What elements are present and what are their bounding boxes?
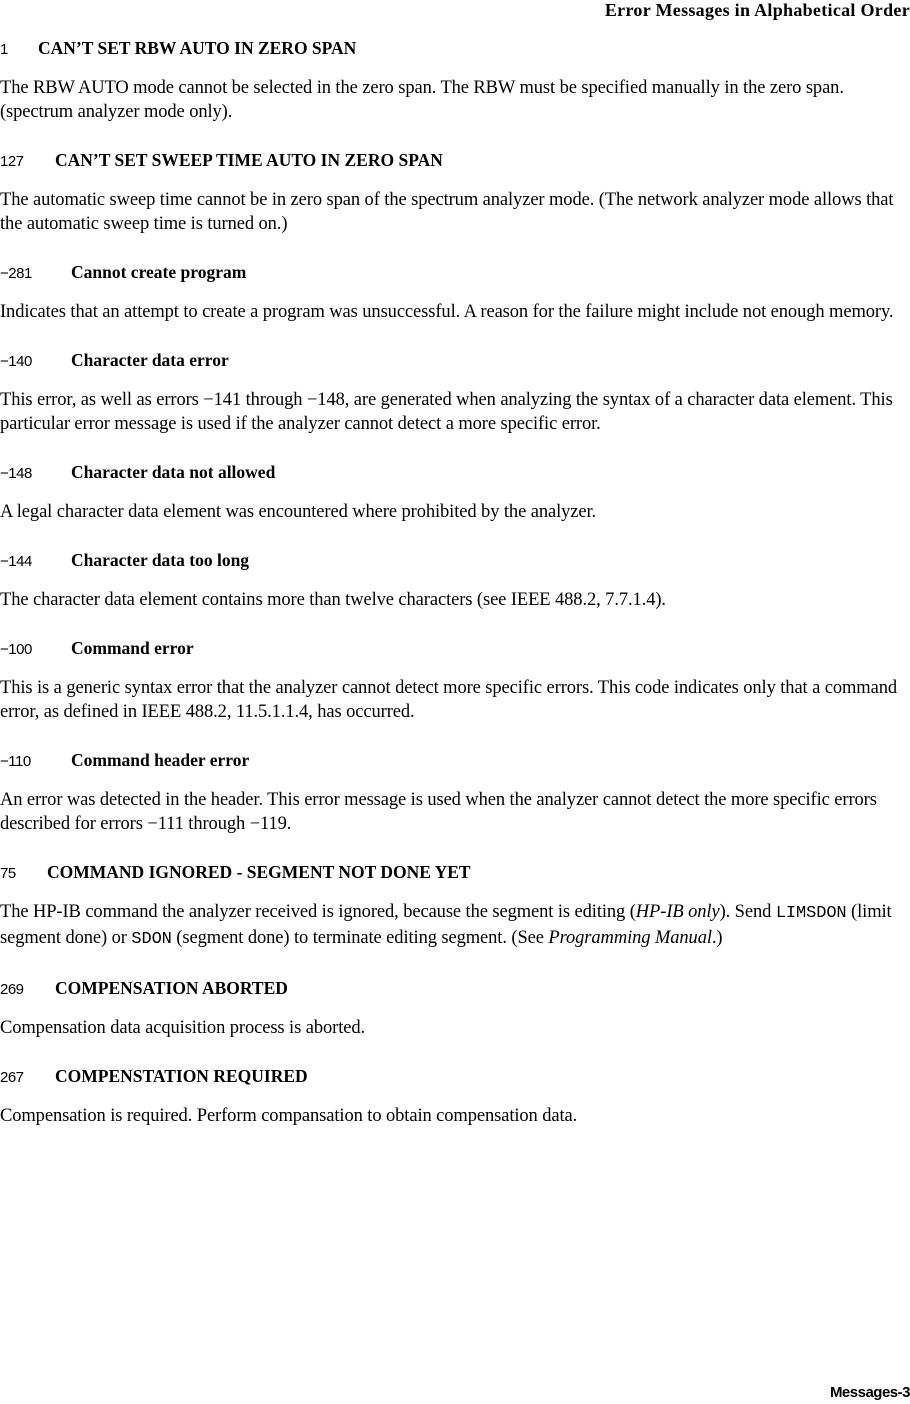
error-code: 269 — [0, 981, 24, 998]
error-title: COMPENSTATION REQUIRED — [55, 1066, 308, 1086]
page-header-title: Error Messages in Alphabetical Order — [604, 0, 910, 20]
entry-heading — [0, 36, 905, 60]
error-description: An error was detected in the header. This error message is used when the analyzer cannot detect the more specific errors described for errors −111 through −119. — [0, 790, 877, 834]
description-text: The HP-IB command the analyzer received is ignored, because the segment is editing ( — [0, 902, 636, 922]
error-code: 267 — [0, 1069, 24, 1086]
command-keyword: LIMSDON — [775, 904, 847, 923]
description-text: ). Send — [719, 902, 776, 922]
error-entry — [0, 1064, 905, 1128]
entry-heading — [0, 548, 905, 572]
error-description — [0, 900, 905, 952]
command-keyword: SDON — [131, 930, 172, 949]
error-title: Command error — [71, 638, 194, 658]
manual-reference: Programming Manual — [548, 928, 712, 948]
error-entry — [0, 36, 905, 124]
error-entry — [0, 976, 905, 1040]
description-text: .) — [711, 928, 723, 948]
error-title: Cannot create program — [71, 262, 247, 282]
error-code: −144 — [0, 553, 32, 570]
error-description: Indicates that an attempt to create a program was unsuccessful. A reason for the failure might include not enough memory. — [0, 302, 894, 322]
error-entry — [0, 148, 905, 236]
error-title: COMPENSATION ABORTED — [55, 978, 288, 998]
entry-heading — [0, 860, 905, 884]
error-description: Compensation is required. Perform compansation to obtain compensation data. — [0, 1106, 578, 1126]
error-entry — [0, 860, 905, 952]
error-code: 1 — [0, 41, 8, 58]
error-title: Command header error — [71, 750, 250, 770]
entry-heading — [0, 976, 905, 1000]
page-number-label: Messages-3 — [829, 1384, 910, 1401]
entry-heading — [0, 148, 905, 172]
description-text: (segment done) to terminate editing segment. (See — [171, 928, 549, 948]
error-entry — [0, 636, 905, 724]
error-code: 75 — [0, 865, 16, 882]
error-description: The character data element contains more than twelve characters (see IEEE 488.2, 7.7.1.4). — [0, 590, 666, 610]
error-title: Character data too long — [71, 550, 250, 570]
error-message-list — [0, 36, 905, 1128]
error-entry — [0, 460, 905, 524]
entry-heading — [0, 460, 905, 484]
error-code: −100 — [0, 641, 32, 658]
error-entry — [0, 548, 905, 612]
error-code: −110 — [0, 753, 31, 770]
error-description: This is a generic syntax error that the analyzer cannot detect more specific errors. This code indicates only that a command error, as defined in IEEE 488.2, 11.5.1.1.4, has occurred. — [0, 678, 898, 722]
emphasis-text: HP-IB only — [635, 902, 720, 922]
error-title: Character data not allowed — [71, 462, 276, 482]
error-description: Compensation data acquisition process is aborted. — [0, 1018, 366, 1038]
error-title: CAN’T SET SWEEP TIME AUTO IN ZERO SPAN — [55, 150, 443, 170]
error-entry — [0, 260, 905, 324]
error-description: A legal character data element was encountered where prohibited by the analyzer. — [0, 502, 597, 522]
error-code: −148 — [0, 465, 32, 482]
error-entry — [0, 748, 905, 836]
entry-heading — [0, 260, 905, 284]
error-entry — [0, 348, 905, 436]
description-text: (limit segment done) or — [0, 902, 892, 948]
error-description: This error, as well as errors −141 through −148, are generated when analyzing the syntax of a character data element. This particular error message is used if the analyzer cannot detect a more specific error. — [0, 390, 893, 434]
entry-heading — [0, 1064, 905, 1088]
entry-heading — [0, 636, 905, 660]
error-description: The RBW AUTO mode cannot be selected in the zero span. The RBW must be specified manually in the zero span. (spectrum analyzer mode only). — [0, 78, 844, 122]
error-code: −140 — [0, 353, 32, 370]
error-code: 127 — [0, 153, 24, 170]
error-title: COMMAND IGNORED - SEGMENT NOT DONE YET — [47, 862, 471, 882]
error-code: −281 — [0, 265, 32, 282]
error-title: CAN’T SET RBW AUTO IN ZERO SPAN — [38, 38, 357, 58]
error-description: The automatic sweep time cannot be in zero span of the spectrum analyzer mode. (The network analyzer mode allows that the automatic sweep time is turned on.) — [0, 190, 894, 234]
entry-heading — [0, 348, 905, 372]
error-title: Character data error — [71, 350, 229, 370]
entry-heading — [0, 748, 905, 772]
